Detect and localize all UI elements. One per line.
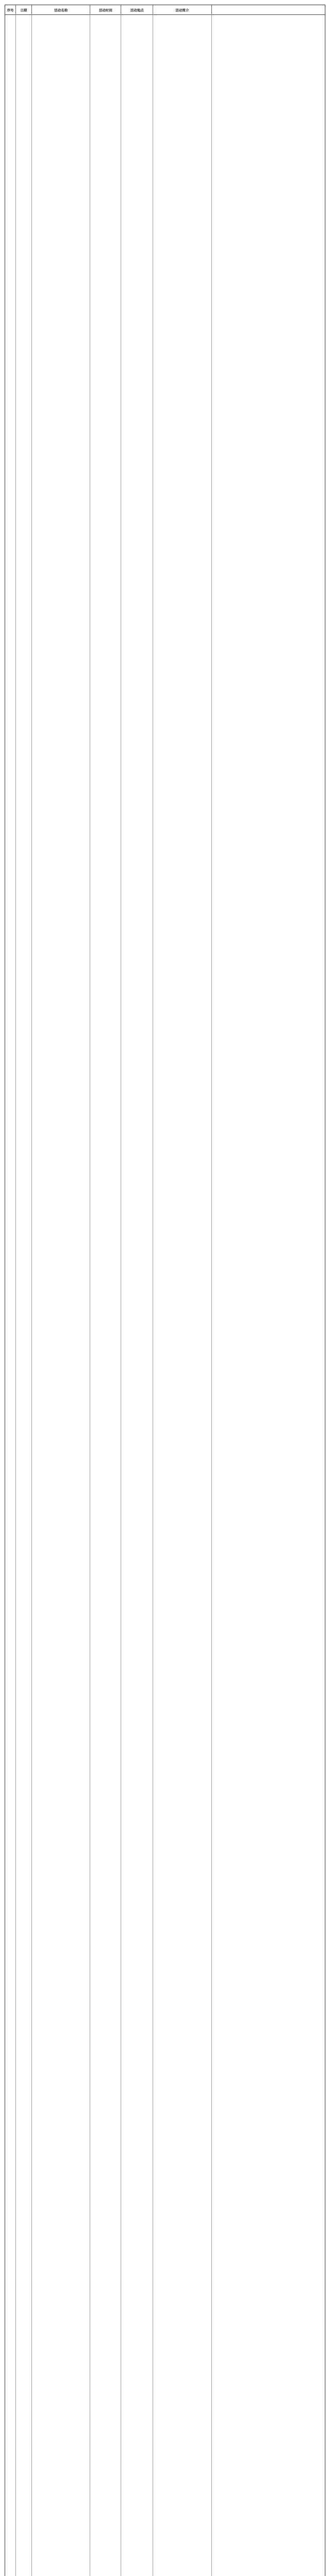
header-seq: 序号 — [5, 5, 16, 14]
document-sheet — [5, 5, 325, 2576]
header-date: 日期 — [16, 5, 32, 14]
cell-summary — [212, 14, 325, 2576]
cell-name — [32, 14, 91, 2576]
cell-seq — [5, 14, 16, 2576]
cell-time — [121, 14, 153, 2576]
header-venue: 活动简介 — [153, 5, 212, 14]
table-header — [5, 5, 325, 15]
header-time: 活动地点 — [121, 5, 153, 14]
header-name: 活动名称 — [32, 5, 91, 14]
cell-agency — [90, 14, 121, 2576]
cell-venue — [153, 14, 212, 2576]
header-summary — [212, 5, 325, 14]
table-row — [5, 14, 325, 2576]
header-agency: 活动时间 — [90, 5, 121, 14]
table-body — [5, 14, 325, 2576]
cell-date — [16, 14, 32, 2576]
